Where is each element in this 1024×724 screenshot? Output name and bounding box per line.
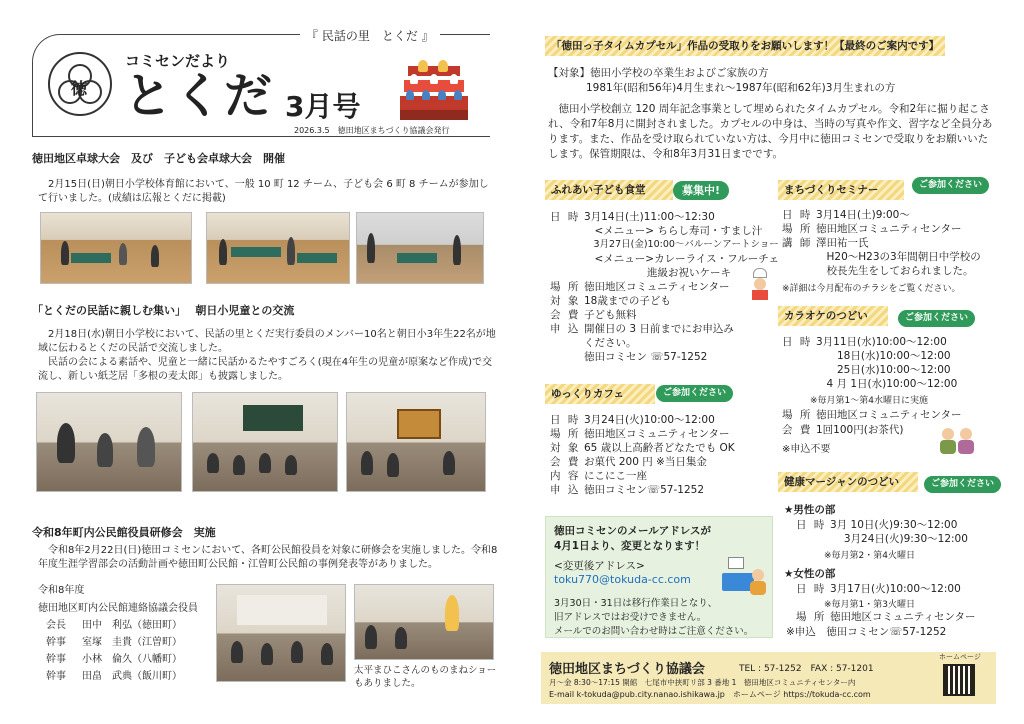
detail-row [550, 238, 780, 252]
detail-value: 3月17日(火)10:00～12:00 [830, 583, 961, 595]
officer-role: 幹事 [46, 637, 66, 648]
folktale-photo-2 [192, 392, 338, 492]
detail-value: 校長先生をしておられました。 [816, 265, 974, 277]
issue-date: 2026.3.5 徳田地区まちづくり協議会発行 [290, 125, 454, 136]
detail-label [782, 250, 816, 264]
cafe-details [550, 413, 780, 497]
detail-value: 徳田地区コミュニティセンター [584, 428, 730, 440]
detail-row [550, 252, 780, 266]
table-tennis-photo-2 [206, 212, 350, 284]
article1-body: 2月15日(日)朝日小学校体育館において、一般 10 町 12 チーム、子ども会 6 町 8 チームが参加して行いました。(成績は広報とくだに掲載) [38, 179, 489, 204]
seminar-title: まちづくりセミナー [778, 180, 904, 200]
detail-value: 子ども無料 [584, 309, 637, 321]
detail-value: お菓代 200 円 ※当日集金 [584, 456, 707, 468]
officer-council: 徳田地区町内公民館連絡協議会役員 [38, 603, 198, 614]
detail-row [550, 455, 780, 469]
detail-row [782, 236, 997, 250]
article1-title: 徳田地区卓球大会 及び 子ども会卓球大会 開催 [32, 152, 285, 165]
masthead-subtitle: コミセンだより [125, 52, 231, 70]
detail-row [782, 349, 997, 363]
detail-label [550, 350, 584, 364]
detail-value: <メニュー> ちらし寿司・すまし汁 [584, 225, 763, 237]
karaoke-note-2: ※申込不要 [782, 444, 831, 455]
article2-body-2: 民話の会による素話や、児童と一緒に民話かるたやすごろく(現在4年生の児童が原案など作成)で交流し、新しい紙芝居「多根の麦太郎」も披露しました。 [38, 357, 492, 382]
detail-value: 3月24日(火)9:30～12:00 [830, 533, 968, 545]
detail-label: 日 時 [550, 414, 581, 426]
seminar-note: ※詳細は今月配布のチラシをご覧ください。 [782, 284, 961, 294]
detail-value: 徳田地区コミュニティセンター [816, 409, 962, 421]
mail-note-2: 旧アドレスではお受けできません。 [554, 612, 707, 623]
detail-label [550, 336, 584, 350]
detail-value: 3月27日(金)10:00～バルーンアートショー [584, 239, 779, 250]
detail-label: 場 所 [782, 223, 813, 235]
detail-label: 日 時 [782, 336, 813, 348]
detail-value: 3月14日(土)11:00～12:30 [584, 211, 715, 223]
mail-new-label: <変更後アドレス> [554, 560, 645, 572]
detail-value: にこにこ一座 [584, 470, 647, 482]
detail-value: 4 月 1日(水)10:00～12:00 [816, 378, 958, 390]
detail-value: 徳田地区コミュニティセンター [584, 281, 730, 293]
detail-row [550, 336, 780, 350]
officer-name: 田中 利弘（徳田町） [82, 620, 182, 631]
detail-row [796, 582, 996, 596]
detail-row [782, 377, 997, 391]
detail-row [550, 308, 780, 322]
detail-label: 会 費 [550, 309, 581, 321]
seminar-details [782, 208, 997, 278]
karaoke-place [782, 408, 962, 422]
detail-row [782, 222, 997, 236]
article3-body: 令和8年2月22日(日)徳田コミセンにおいて、各町公民館役員を対象に研修会を実施しました。令和8年度生涯学習部会の活動計画や徳田町公民館・江曽町公民館の事例発表等がありました。 [38, 545, 498, 570]
folktale-photo-3 [346, 392, 486, 492]
karaoke-title: カラオケのつどい [778, 306, 888, 326]
officer-name: 小林 倫久（八幡町） [82, 654, 182, 665]
detail-label: 日 時 [782, 209, 813, 221]
officer-role: 幹事 [46, 671, 66, 682]
kodomo-details [550, 210, 780, 364]
detail-value: 3月 10日(火)9:30～12:00 [830, 519, 958, 531]
footer-org: 徳田地区まちづくり協議会 [549, 662, 705, 677]
officer-year: 令和8年度 [38, 585, 85, 596]
mahjong-women-details [796, 582, 996, 596]
detail-row [550, 210, 780, 224]
detail-row [782, 208, 997, 222]
detail-value: 開催日の 3 日前までにお申込み [584, 323, 734, 335]
detail-value: H20～H23の3年間朝日中学校の [816, 251, 981, 263]
detail-label [782, 349, 816, 363]
mahjong-men-note: ※毎月第2・第4火曜日 [824, 551, 915, 561]
detail-row [550, 469, 780, 483]
mahjong-women-note: ※毎月第1・第3火曜日 [824, 600, 915, 610]
detail-row [550, 483, 780, 497]
mail-note-3: メールでのお問い合わせ時はご注意ください。 [554, 626, 754, 637]
detail-value: 18日(水)10:00～12:00 [816, 350, 951, 362]
detail-row [782, 250, 997, 264]
hina-doll-illustration [400, 60, 468, 122]
detail-value: <メニュー>カレーライス・フルーチェ [584, 253, 779, 265]
article2-body-1: 2月18日(水)朝日小学校において、民話の里とくだ実行委員のメンバー10名と朝日小3年生22名が地域に伝わるとくだの民話で交流しました。 [38, 329, 496, 354]
detail-label [782, 363, 816, 377]
chef-illustration [750, 268, 770, 300]
folktale-photo-1 [36, 392, 182, 492]
detail-label [550, 224, 584, 238]
training-photo-1 [216, 584, 346, 682]
detail-label [550, 252, 584, 266]
footer-tel: TEL : 57-1252 FAX : 57-1201 [739, 664, 874, 674]
mail-line-1: 徳田コミセンのメールアドレスが [554, 525, 711, 537]
detail-row [550, 441, 780, 455]
footer-hours: 月～金 8:30～17:15 開館 七尾市中挟町リ部 3 番地 1 徳田地区コミュニティセンター内 [549, 678, 856, 687]
mail-note-1: 3月30日・31日は移行作業日となり、 [554, 598, 718, 609]
karaoke-details [782, 335, 997, 391]
timecapsule-body: 徳田小学校創立 120 周年記念事業として埋められたタイムカプセル。令和2年に掘り起こされ、令和7年8月に開封されました。カプセルの中身は、当時の写真や作文、習字など全員分あります。また、作品を受け取られていない方は、今月中に徳田コミセンで受取りをお願いいたします。保管期限は、令和8年3月31日までです。 [548, 103, 993, 160]
logo-character: 徳 [71, 79, 88, 98]
timecapsule-title: 「徳田っ子タイムカプセル」作品の受取りをお願いします！【最終のご案内です】 [545, 36, 945, 56]
detail-row [550, 294, 780, 308]
mail-line-2: 4月1日より、変更となります！ [554, 540, 706, 552]
singers-illustration [940, 428, 974, 454]
masthead-bottom-line [32, 136, 490, 137]
footer [541, 652, 996, 704]
officer-name: 室塚 圭貴（江曽町） [82, 637, 182, 648]
detail-value: 3月11日(水)10:00～12:00 [816, 336, 947, 348]
detail-value: 1回100円(お茶代) [816, 424, 904, 436]
detail-row [796, 532, 996, 546]
kodomo-title: ふれあい子ども食堂 [545, 180, 673, 200]
officer-row [46, 634, 216, 651]
article2-title: 「とくだの民話に親しむ集い」 朝日小児童との交流 [32, 304, 295, 317]
detail-label: 日 時 [550, 211, 581, 223]
detail-value: 徳田地区コミュニティセンター [816, 223, 962, 235]
detail-value: 3月14日(土)9:00～ [816, 209, 910, 221]
detail-label: 場 所 [796, 611, 827, 623]
detail-row [550, 280, 780, 294]
officer-role: 幹事 [46, 654, 66, 665]
detail-label: 会 費 [782, 424, 813, 436]
officer-row [46, 651, 216, 668]
karaoke-fee [782, 423, 903, 437]
officer-name: 田畠 武典（飯川町） [82, 671, 182, 682]
detail-label: 内 容 [550, 470, 581, 482]
mahjong-men-label: ★男性の部 [784, 504, 836, 516]
officer-row [46, 617, 216, 634]
article3-title: 令和8年町内公民館役員研修会 実施 [32, 526, 216, 539]
detail-row [782, 335, 997, 349]
detail-row [550, 224, 780, 238]
detail-label: 場 所 [550, 428, 581, 440]
officer-row [46, 668, 216, 685]
detail-value: 18歳までの子ども [584, 295, 671, 307]
detail-value: 65 歳以上高齢者どなたでも OK [584, 442, 735, 454]
detail-label: 日 時 [796, 583, 827, 595]
detail-label: 日 時 [796, 519, 827, 531]
mail-notice [545, 516, 773, 638]
laptop-illustration [722, 557, 766, 597]
detail-row [550, 427, 780, 441]
masthead-title: とくだ [124, 68, 275, 124]
detail-label [550, 238, 584, 252]
detail-value: 澤田祐一氏 [816, 237, 869, 249]
detail-row [782, 363, 997, 377]
logo [48, 52, 112, 116]
table-tennis-photo-3 [356, 212, 484, 284]
detail-value: ください。 [584, 337, 637, 349]
motto: 『 民話の里 とくだ 』 [300, 27, 440, 44]
detail-label: 講 師 [782, 237, 813, 249]
homepage-label: ホームページ [939, 653, 981, 661]
training-photo-caption: 太平まひこさんのものまねショーもありました。 [354, 665, 497, 689]
timecapsule-target-2: 1981年(昭和56年)4月生まれ～1987年(昭和62年)3月生まれの方 [586, 82, 896, 94]
qr-code-icon[interactable] [943, 664, 975, 696]
footer-email[interactable]: E-mail k-tokuda@pub.city.nanao.ishikawa.jp ホームページ https://tokuda-cc.com [549, 690, 871, 699]
officer-list [46, 617, 216, 685]
seminar-badge: ご参加ください [912, 177, 989, 194]
detail-value: 徳田地区コミュニティセンター [830, 611, 976, 623]
detail-row [550, 322, 780, 336]
detail-label: 申 込 [550, 323, 581, 335]
detail-row [550, 350, 780, 364]
detail-label: 会 費 [550, 456, 581, 468]
mahjong-men-details [796, 518, 996, 546]
detail-label: 場 所 [550, 281, 581, 293]
detail-value: 3月24日(火)10:00～12:00 [584, 414, 715, 426]
issue-label: 3月号 [285, 90, 361, 123]
mahjong-apply: ※申込 徳田コミセン☏57-1252 [786, 626, 947, 638]
detail-label [782, 264, 816, 278]
mahjong-badge: ご参加ください [924, 476, 1001, 493]
detail-value: 徳田コミセン☏57-1252 [584, 484, 705, 496]
detail-value: 進級お祝いケーキ [584, 267, 731, 279]
cafe-title: ゆっくりカフェ [545, 384, 655, 404]
karaoke-note-1: ※毎月第1～第4水曜日に実施 [810, 396, 928, 406]
detail-label: 場 所 [782, 409, 813, 421]
detail-label: 対 象 [550, 295, 581, 307]
mail-address[interactable]: toku770@tokuda-cc.com [554, 573, 691, 586]
cafe-badge: ご参加ください [656, 385, 733, 402]
detail-value: 25日(水)10:00～12:00 [816, 364, 951, 376]
timecapsule-target-1: 【対象】徳田小学校の卒業生およびご家族の方 [548, 67, 769, 79]
detail-label: 対 象 [550, 442, 581, 454]
training-photo-2 [354, 584, 494, 660]
detail-row [550, 413, 780, 427]
officer-role: 会長 [46, 620, 66, 631]
detail-label: 申 込 [550, 484, 581, 496]
detail-label [782, 377, 816, 391]
detail-label [796, 532, 830, 546]
table-tennis-photo-1 [40, 212, 192, 284]
mahjong-place [796, 610, 976, 624]
kodomo-badge: 募集中! [673, 181, 729, 200]
detail-row [550, 266, 780, 280]
detail-row [782, 264, 997, 278]
detail-row [796, 518, 996, 532]
detail-label [550, 266, 584, 280]
mahjong-women-label: ★女性の部 [784, 568, 836, 580]
karaoke-badge: ご参加ください [898, 310, 975, 327]
detail-value: 徳田コミセン ☏57-1252 [584, 351, 708, 363]
mahjong-title: 健康マージャンのつどい [778, 472, 918, 492]
